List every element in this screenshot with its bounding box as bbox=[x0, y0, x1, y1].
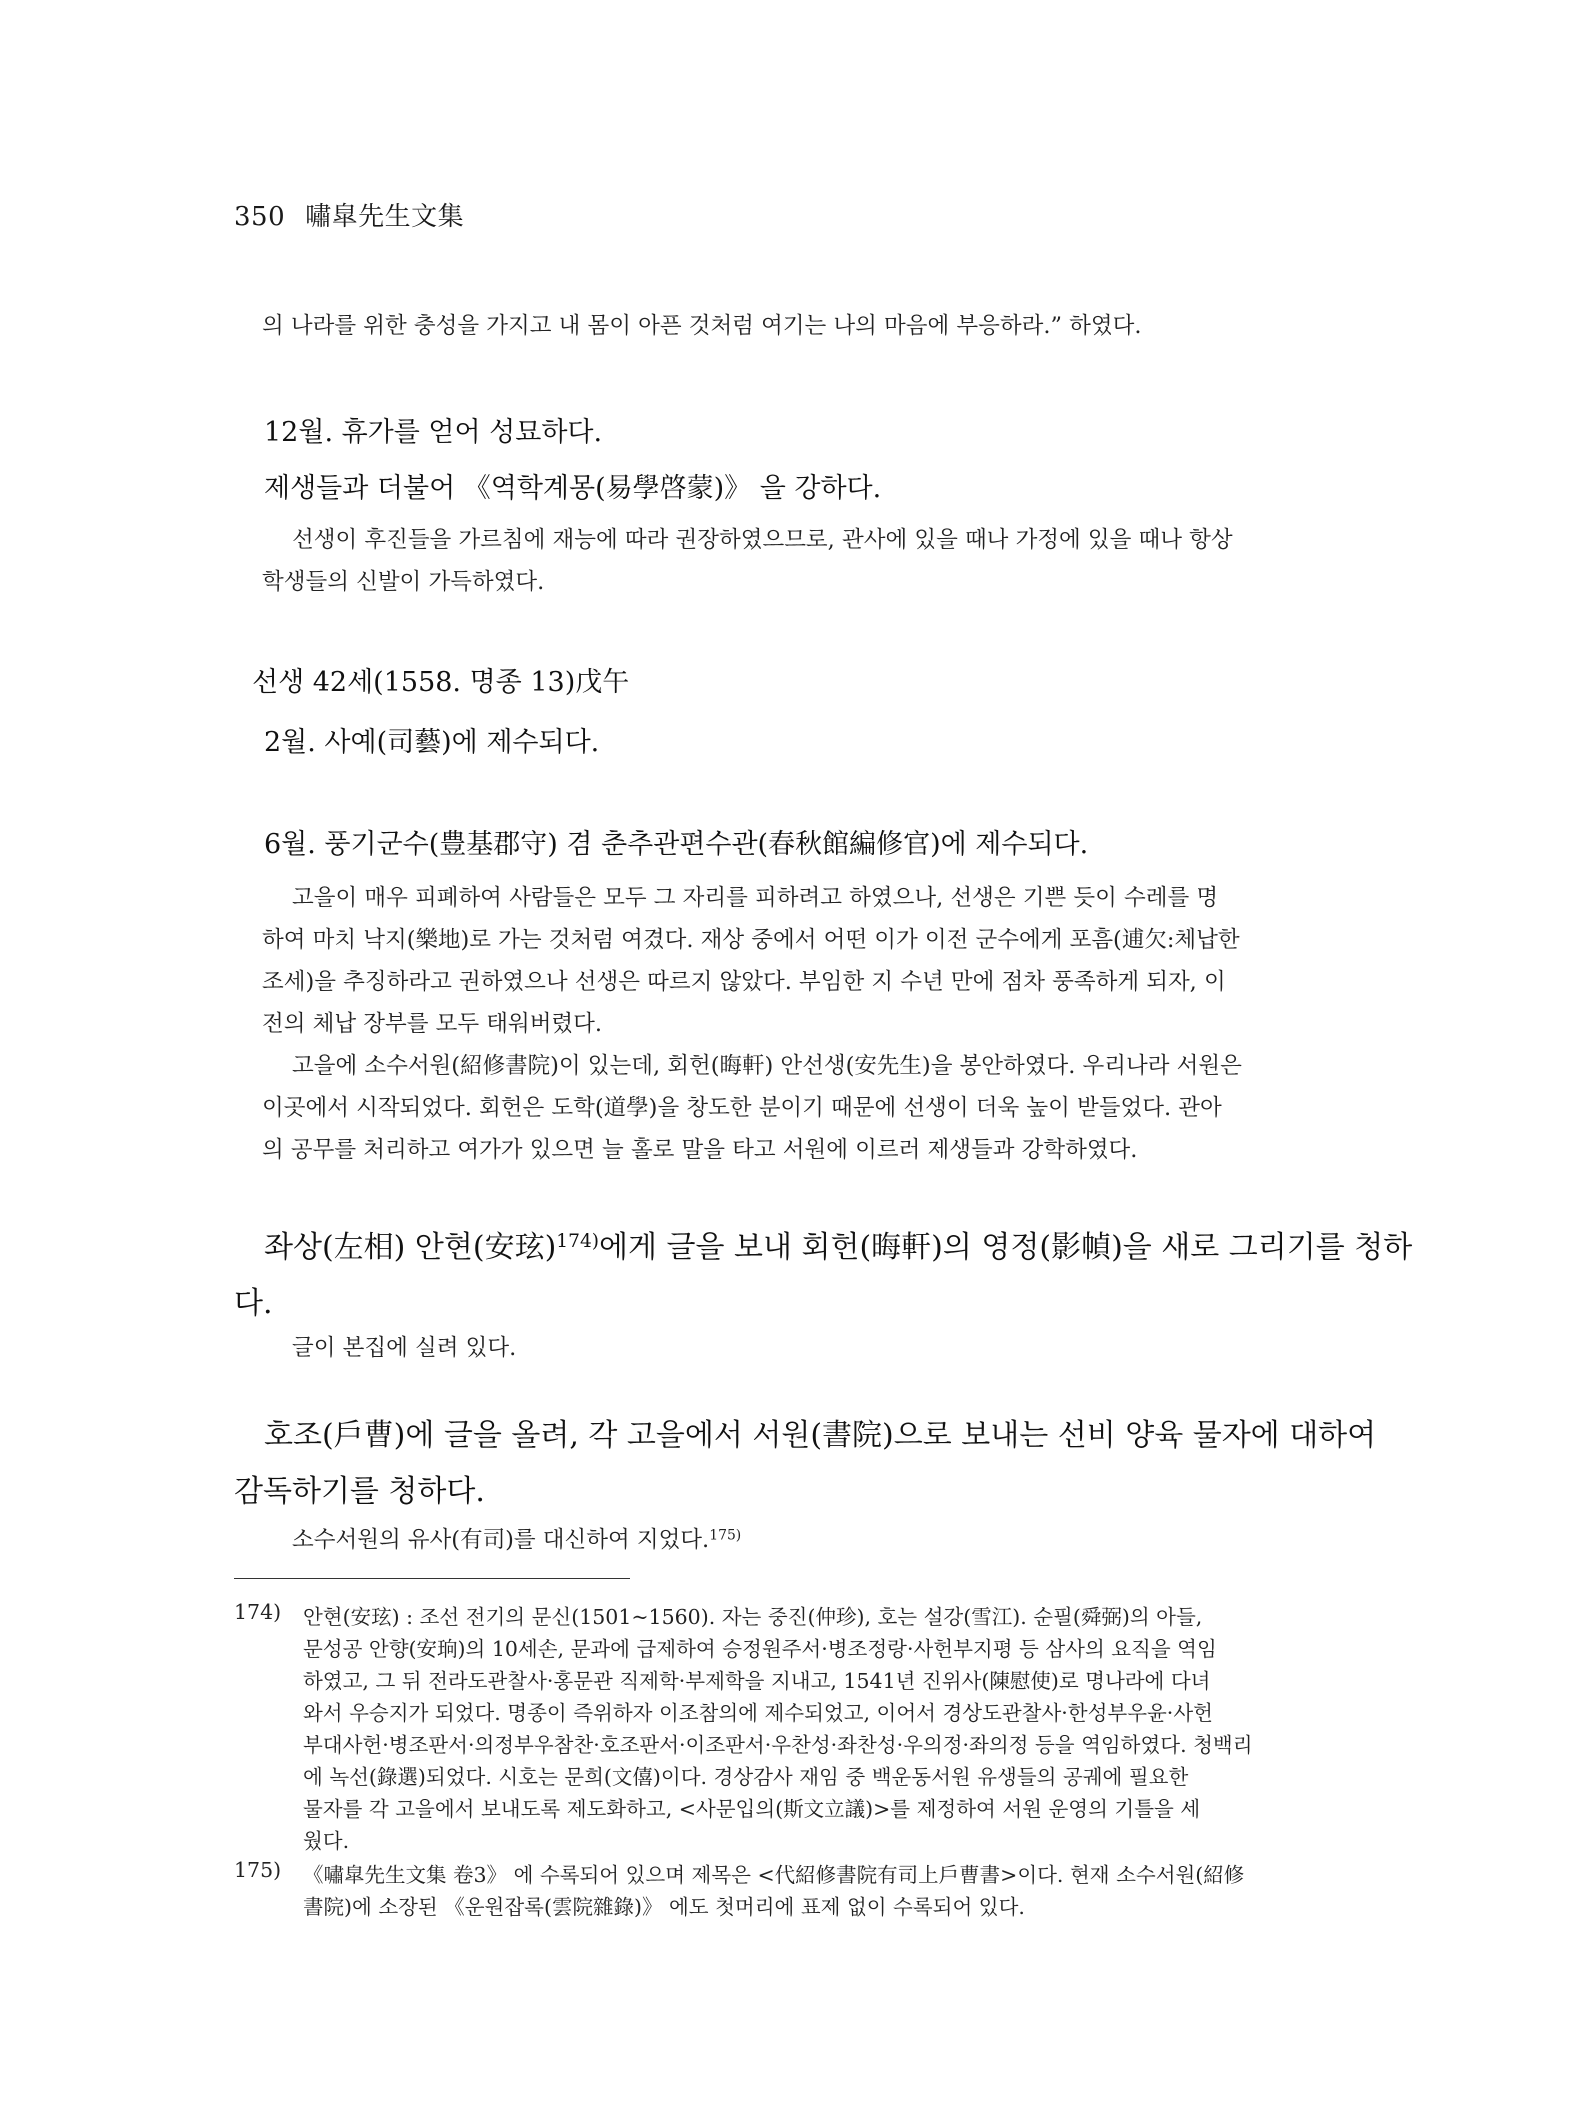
year-heading: 선생 42세(1558. 명종 13)戊午 bbox=[252, 667, 630, 698]
footnote-marker: 175) bbox=[234, 1858, 282, 1882]
paragraph-line: 의 나라를 위한 충성을 가지고 내 몸이 아픈 것처럼 여기는 나의 마음에 부응하라.” 하였다. bbox=[262, 313, 1142, 339]
footnote-ref-174[interactable]: 174) bbox=[556, 1230, 600, 1252]
paragraph-line: 이곳에서 시작되었다. 회헌은 도학(道學)을 창도한 분이기 때문에 선생이 더욱 높이 받들었다. 관아 bbox=[262, 1095, 1222, 1121]
paragraph-line: 선생이 후진들을 가르침에 재능에 따라 권장하였으므로, 관사에 있을 때나 가정에 있을 때나 항상 bbox=[292, 527, 1233, 553]
paragraph-line: 조세)을 추징하라고 권하였으나 선생은 따르지 않았다. 부임한 지 수년 만에 점차 풍족하게 되자, 이 bbox=[262, 969, 1226, 995]
footnote-line: 물자를 각 고을에서 보내도록 제도화하고, <사문입의(斯文立議)>를 제정하여 서원 운영의 기틀을 세 bbox=[303, 1797, 1201, 1821]
paragraph-line: 의 공무를 처리하고 여가가 있으면 늘 홀로 말을 타고 서원에 이르러 제생들과 강학하였다. bbox=[262, 1137, 1138, 1163]
section-heading: 6월. 풍기군수(豊基郡守) 겸 춘추관편수관(春秋館編修官)에 제수되다. bbox=[264, 829, 1089, 860]
footnote-line: 안현(安玹) : 조선 전기의 문신(1501~1560). 자는 중진(仲珍), 호는 설강(雪江). 순필(舜弼)의 아들, bbox=[303, 1605, 1203, 1629]
paragraph-text: 소수서원의 유사(有司)를 대신하여 지었다. bbox=[292, 1527, 710, 1553]
footnote-line: 부대사헌·병조판서·의정부우참찬·호조판서·이조판서·우찬성·좌찬성·우의정·좌의정 등을 역임하였다. 청백리 bbox=[303, 1733, 1253, 1757]
paragraph-line: 고을이 매우 피폐하여 사람들은 모두 그 자리를 피하려고 하였으나, 선생은 기쁜 듯이 수레를 명 bbox=[292, 885, 1219, 911]
section-heading bbox=[264, 1222, 1412, 1266]
section-heading-continued: 다. bbox=[234, 1286, 273, 1321]
book-title: 嘯皐先生文集 bbox=[305, 202, 465, 232]
footnote-line: 하였고, 그 뒤 전라도관찰사·홍문관 직제학·부제학을 지내고, 1541년 진위사(陳慰使)로 명나라에 다녀 bbox=[303, 1669, 1211, 1693]
page-header bbox=[234, 196, 464, 233]
footnote-line: 문성공 안향(安珦)의 10세손, 문과에 급제하여 승정원주서·병조정랑·사헌부지평 등 삼사의 요직을 역임 bbox=[303, 1637, 1217, 1661]
paragraph-line: 고을에 소수서원(紹修書院)이 있는데, 회헌(晦軒) 안선생(安先生)을 봉안하였다. 우리나라 서원은 bbox=[292, 1053, 1242, 1079]
section-heading: 호조(戶曹)에 글을 올려, 각 고을에서 서원(書院)으로 보내는 선비 양육 물자에 대하여 bbox=[264, 1418, 1377, 1453]
paragraph-line: 전의 체납 장부를 모두 태워버렸다. bbox=[262, 1011, 603, 1037]
section-heading: 12월. 휴가를 얻어 성묘하다. bbox=[264, 417, 603, 448]
footnote-marker: 174) bbox=[234, 1600, 282, 1624]
heading-text: 에게 글을 보내 회헌(晦軒)의 영정(影幀)을 새로 그리기를 청하 bbox=[599, 1230, 1413, 1265]
footnote-ref-175[interactable]: 175) bbox=[709, 1527, 742, 1544]
section-heading: 2월. 사예(司藝)에 제수되다. bbox=[264, 727, 600, 758]
paragraph-line bbox=[292, 1522, 741, 1554]
footnote-line: 書院)에 소장된 《운원잡록(雲院雜錄)》 에도 첫머리에 표제 없이 수록되어 있다. bbox=[303, 1895, 1025, 1919]
section-heading-continued: 감독하기를 청하다. bbox=[234, 1474, 485, 1509]
footnote-divider bbox=[234, 1578, 630, 1579]
paragraph-line: 하여 마치 낙지(樂地)로 가는 것처럼 여겼다. 재상 중에서 어떤 이가 이전 군수에게 포흠(逋欠:체납한 bbox=[262, 927, 1240, 953]
paragraph-line: 학생들의 신발이 가득하였다. bbox=[262, 569, 545, 595]
footnote-line: 웠다. bbox=[303, 1829, 350, 1853]
footnote-line: 《嘯皐先生文集 卷3》 에 수록되어 있으며 제목은 <代紹修書院有司上戶曹書>이다. 현재 소수서원(紹修 bbox=[303, 1863, 1245, 1887]
page-number: 350 bbox=[234, 202, 286, 232]
footnote-line: 에 녹선(錄選)되었다. 시호는 문희(文僖)이다. 경상감사 재임 중 백운동서원 유생들의 공궤에 필요한 bbox=[303, 1765, 1189, 1789]
heading-text: 좌상(左相) 안현(安玹) bbox=[264, 1230, 557, 1265]
section-heading: 제생들과 더불어 《역학계몽(易學啓蒙)》 을 강하다. bbox=[264, 473, 882, 504]
paragraph-line: 글이 본집에 실려 있다. bbox=[292, 1335, 517, 1361]
footnote-line: 와서 우승지가 되었다. 명종이 즉위하자 이조참의에 제수되었고, 이어서 경상도관찰사·한성부우윤·사헌 bbox=[303, 1701, 1213, 1725]
